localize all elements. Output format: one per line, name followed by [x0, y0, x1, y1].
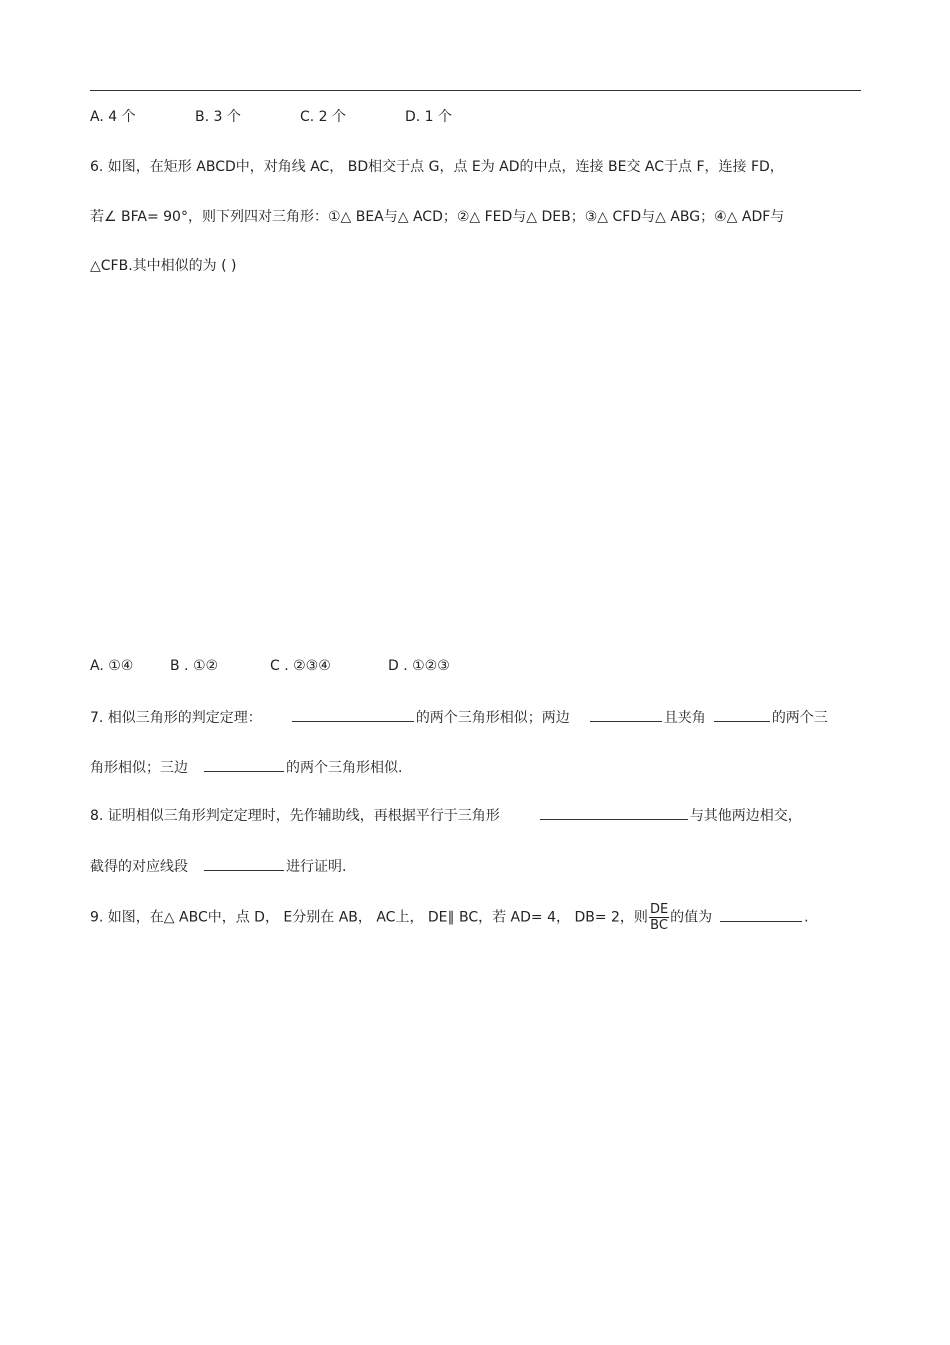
option-d: D. 1 个 — [405, 109, 453, 125]
q6-line1: 6. 如图，在矩形 ABCD中，对角线 AC， BD相交于点 G，点 E为 AD的中点，连接 BE交 AC于点 F，连接 FD， — [90, 159, 784, 175]
q6-line2: 若∠ BFA= 90°，则下列四对三角形：①△ BEA与△ ACD；②△ FED与△ DEB；③△ CFD与△ ABG；④△ ADF与 — [90, 209, 785, 225]
q9-text-2: 的值为 — [670, 909, 713, 926]
q7-text-6: 的两个三角形相似. — [286, 760, 403, 776]
q8-blank-1[interactable] — [540, 805, 688, 820]
q9-text-3: . — [804, 909, 809, 926]
q7-text-5: 角形相似；三边 — [90, 760, 188, 776]
q6-option-d: D . ①②③ — [388, 658, 450, 674]
q7-text-4: 的两个三 — [771, 710, 828, 726]
q7-blank-3[interactable] — [714, 707, 770, 722]
q7-text-1: 7. 相似三角形的判定定理： — [90, 710, 262, 726]
q7-blank-2[interactable] — [590, 707, 662, 722]
q7-line2 — [90, 757, 402, 777]
option-a: A. 4 个 — [90, 109, 136, 125]
q8-text-3: 截得的对应线段 — [90, 859, 188, 875]
q7-blank-4[interactable] — [204, 757, 284, 772]
q7-text-3: 且夹角 — [663, 710, 706, 726]
q6-option-a: A. ①④ — [90, 658, 134, 674]
option-c: C. 2 个 — [300, 109, 347, 125]
q6-line3: △CFB.其中相似的为 ( ) — [90, 258, 237, 274]
q6-option-b: B . ①② — [170, 658, 219, 674]
q8-text-1: 8. 证明相似三角形判定定理时，先作辅助线，再根据平行于三角形 — [90, 808, 500, 824]
q8-text-2: 与其他两边相交， — [689, 808, 802, 824]
q9-fraction-denominator: BC — [650, 918, 668, 933]
q9-fraction-numerator: DE — [649, 902, 669, 917]
q8-blank-2[interactable] — [204, 856, 284, 871]
q9-blank-1[interactable] — [720, 907, 802, 922]
option-b: B. 3 个 — [195, 109, 241, 125]
q7-line1 — [90, 707, 828, 727]
q8-line2 — [90, 856, 346, 876]
q8-line1 — [90, 805, 802, 825]
header-rule — [90, 90, 861, 91]
q7-blank-1[interactable] — [292, 707, 414, 722]
q7-text-2: 的两个三角形相似；两边 — [415, 710, 570, 726]
q8-text-4: 进行证明. — [286, 859, 347, 875]
q9-fraction — [649, 902, 669, 933]
q9-text-1: 9. 如图，在△ ABC中，点 D， E分别在 AB， AC上， DE∥ BC，若 AD= 4， DB= 2，则 — [90, 909, 648, 926]
q6-option-c: C . ②③④ — [270, 658, 331, 674]
q9-line1 — [90, 902, 809, 933]
